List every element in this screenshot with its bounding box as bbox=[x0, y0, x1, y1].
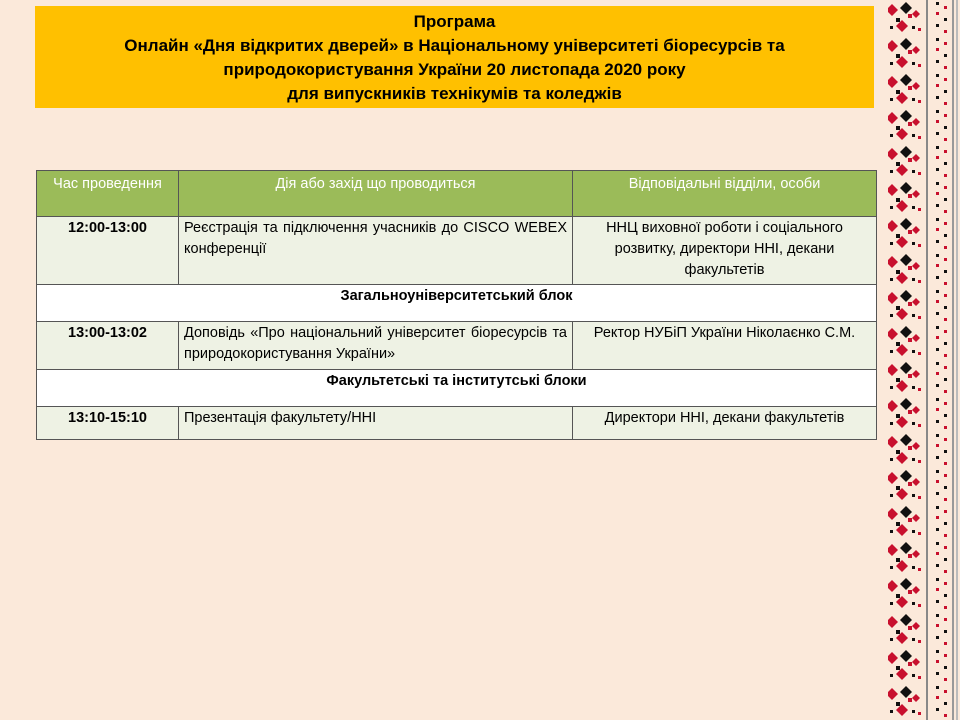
section-row bbox=[37, 285, 877, 322]
title-line-2: Онлайн «Дня відкритих дверей» в Національному університеті біоресурсів та bbox=[124, 36, 785, 55]
embroidery-ornament bbox=[888, 0, 960, 720]
table-row bbox=[37, 217, 877, 285]
table-header-row bbox=[37, 171, 877, 217]
row-responsible: Директори ННІ, декани факультетів bbox=[573, 407, 877, 440]
section-title: Факультетські та інститутські блоки bbox=[37, 370, 877, 407]
row-responsible: Ректор НУБіП України Ніколаєнко С.М. bbox=[573, 322, 877, 370]
header-time: Час проведення bbox=[37, 171, 179, 217]
title-line-1: Програма bbox=[413, 12, 496, 31]
header-action: Дія або захід що проводиться bbox=[179, 171, 573, 217]
row-time: 13:00-13:02 bbox=[37, 322, 179, 370]
table-row bbox=[37, 322, 877, 370]
schedule-table bbox=[36, 170, 877, 440]
section-row bbox=[37, 370, 877, 407]
embroidery-border-icon bbox=[888, 0, 960, 720]
row-action: Доповідь «Про національний університет біоресурсів та природокористування України» bbox=[179, 322, 573, 370]
row-time: 12:00-13:00 bbox=[37, 217, 179, 285]
title-line-3: природокористування України 20 листопада 2020 року bbox=[223, 60, 686, 79]
section-title: Загальноуніверситетський блок bbox=[37, 285, 877, 322]
header-responsible: Відповідальні відділи, особи bbox=[573, 171, 877, 217]
row-responsible: ННЦ виховної роботи і соціального розвитку, директори ННІ, декани факультетів bbox=[573, 217, 877, 285]
title-line-4: для випускників технікумів та коледжів bbox=[287, 84, 622, 103]
row-time: 13:10-15:10 bbox=[37, 407, 179, 440]
program-title bbox=[35, 6, 874, 108]
row-action: Презентація факультету/ННІ bbox=[179, 407, 573, 440]
table-row bbox=[37, 407, 877, 440]
row-action: Реєстрація та підключення учасників до CISCO WEBEX конференції bbox=[179, 217, 573, 285]
